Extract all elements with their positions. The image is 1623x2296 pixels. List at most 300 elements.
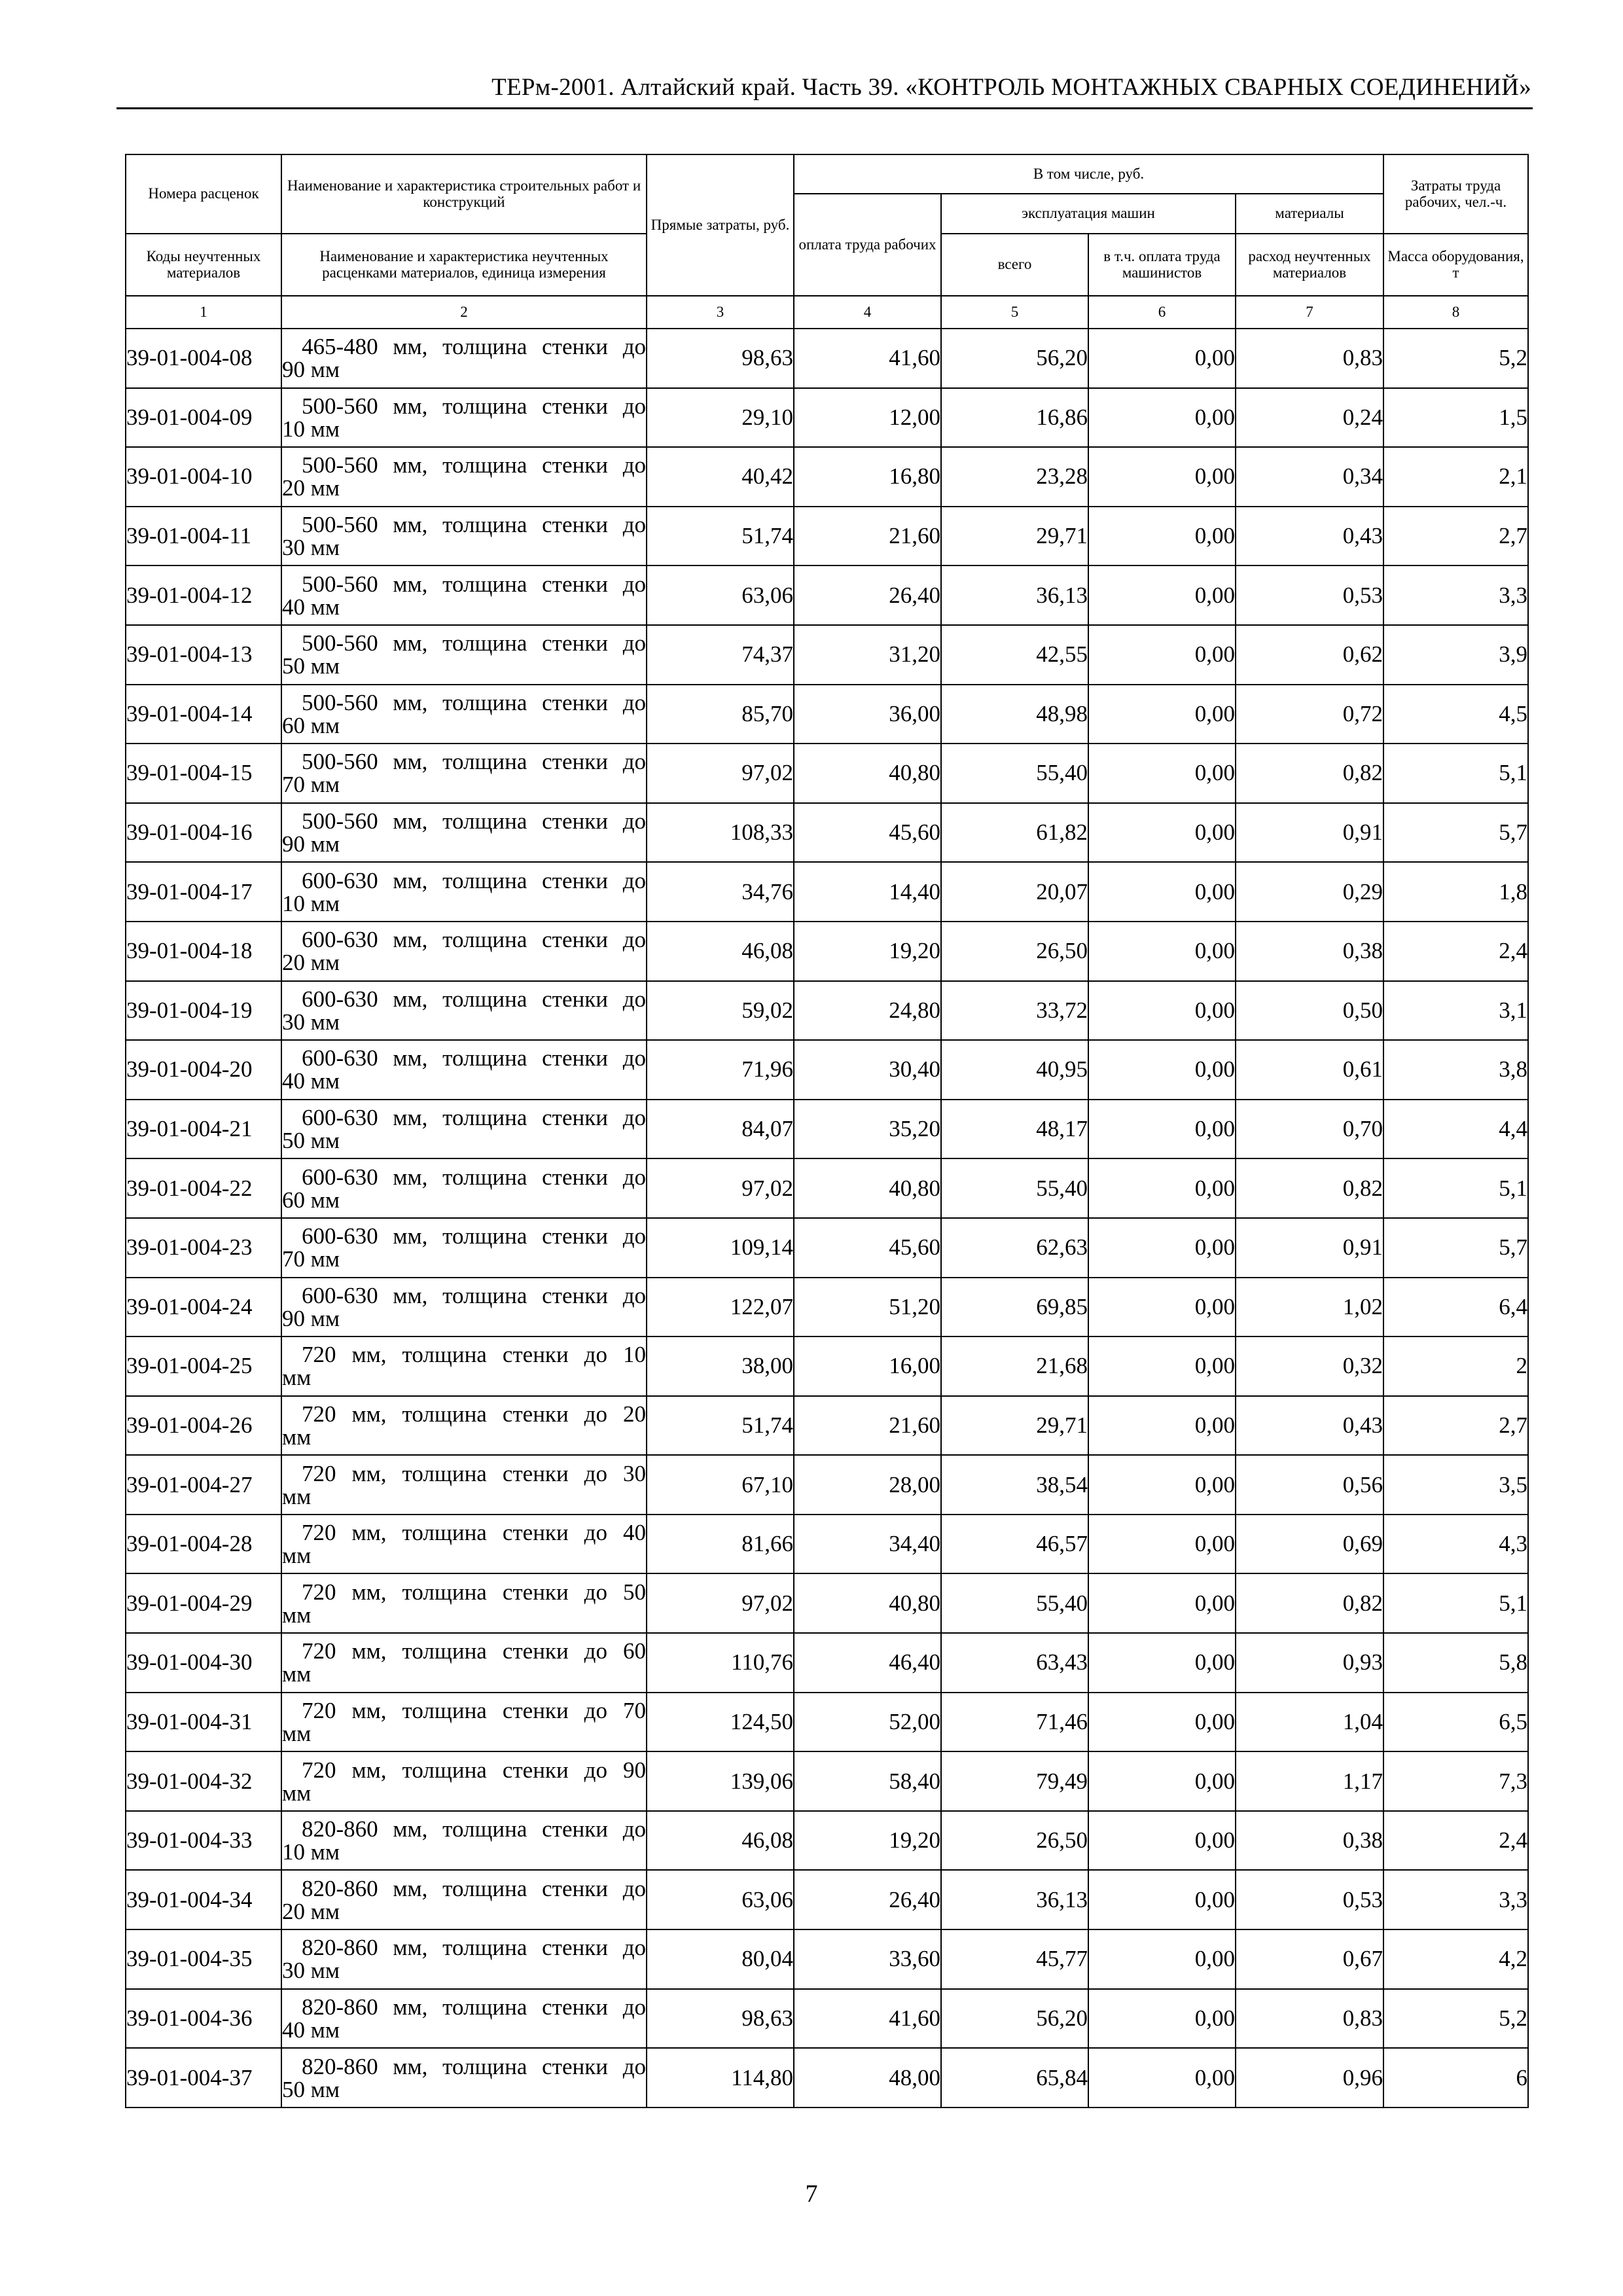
machine-total-cell: 55,40	[941, 1158, 1088, 1218]
labor-cell: 5,2	[1383, 329, 1528, 388]
machine-total-cell: 62,63	[941, 1218, 1088, 1278]
table-header	[126, 154, 1528, 329]
rate-code-cell: 39-01-004-25	[126, 1336, 281, 1396]
work-name-line: 600-630 мм, толщина стенки до	[302, 1045, 646, 1071]
worker-pay-cell: 58,40	[794, 1751, 941, 1811]
direct-cost-cell: 40,42	[647, 447, 794, 507]
work-name-cell	[281, 1811, 647, 1871]
work-name-line: 90 мм	[282, 1305, 340, 1331]
machine-total-cell: 46,57	[941, 1515, 1088, 1574]
machine-total-cell: 42,55	[941, 625, 1088, 685]
machine-total-cell: 45,77	[941, 1929, 1088, 1989]
work-name-cell	[281, 388, 647, 448]
materials-cell: 0,43	[1236, 1396, 1383, 1456]
labor-cell: 2,4	[1383, 1811, 1528, 1871]
table-row	[126, 1158, 1528, 1218]
machinist-pay-cell: 0,00	[1088, 1158, 1236, 1218]
labor-cell: 3,5	[1383, 1455, 1528, 1515]
work-name-line: мм	[282, 1661, 312, 1687]
rate-code-cell: 39-01-004-29	[126, 1573, 281, 1633]
work-name-line: 500-560 мм, толщина стенки до	[302, 452, 646, 478]
table-row	[126, 1040, 1528, 1100]
table-row	[126, 565, 1528, 625]
table-row	[126, 1100, 1528, 1159]
machine-total-cell: 26,50	[941, 1811, 1088, 1871]
worker-pay-cell: 24,80	[794, 981, 941, 1041]
column-number: 7	[1236, 296, 1383, 329]
rate-code-cell: 39-01-004-37	[126, 2048, 281, 2108]
work-name-line: 50 мм	[282, 2076, 340, 2102]
materials-cell: 0,61	[1236, 1040, 1383, 1100]
rate-code-cell: 39-01-004-20	[126, 1040, 281, 1100]
direct-cost-cell: 97,02	[647, 1573, 794, 1633]
table-row	[126, 329, 1528, 388]
machinist-pay-cell: 0,00	[1088, 388, 1236, 448]
worker-pay-cell: 12,00	[794, 388, 941, 448]
header-equipment-mass: Масса оборудования, т	[1383, 234, 1528, 296]
work-name-line: 600-630 мм, толщина стенки до	[302, 1164, 646, 1190]
worker-pay-cell: 35,20	[794, 1100, 941, 1159]
machinist-pay-cell: 0,00	[1088, 981, 1236, 1041]
labor-cell: 1,5	[1383, 388, 1528, 448]
rate-code-cell: 39-01-004-13	[126, 625, 281, 685]
price-table	[125, 154, 1529, 2108]
work-name-line: 820-860 мм, толщина стенки до	[302, 2053, 646, 2079]
machinist-pay-cell: 0,00	[1088, 1989, 1236, 2049]
worker-pay-cell: 48,00	[794, 2048, 941, 2108]
worker-pay-cell: 41,60	[794, 329, 941, 388]
worker-pay-cell: 34,40	[794, 1515, 941, 1574]
work-name-line: 70 мм	[282, 1246, 340, 1272]
direct-cost-cell: 67,10	[647, 1455, 794, 1515]
machine-total-cell: 16,86	[941, 388, 1088, 448]
direct-cost-cell: 84,07	[647, 1100, 794, 1159]
machine-total-cell: 69,85	[941, 1278, 1088, 1337]
work-name-line: 10 мм	[282, 890, 340, 916]
machinist-pay-cell: 0,00	[1088, 1870, 1236, 1929]
direct-cost-cell: 97,02	[647, 744, 794, 803]
labor-cell: 2	[1383, 1336, 1528, 1396]
machinist-pay-cell: 0,00	[1088, 744, 1236, 803]
work-name-line: 720 мм, толщина стенки до 40	[302, 1520, 646, 1546]
work-name-line: 820-860 мм, толщина стенки до	[302, 1875, 646, 1901]
work-name-cell	[281, 1218, 647, 1278]
worker-pay-cell: 52,00	[794, 1693, 941, 1752]
column-number: 8	[1383, 296, 1528, 329]
work-name-line: 40 мм	[282, 1068, 340, 1094]
materials-cell: 0,82	[1236, 1158, 1383, 1218]
machinist-pay-cell: 0,00	[1088, 447, 1236, 507]
work-name-line: мм	[282, 1424, 312, 1450]
rate-code-cell: 39-01-004-26	[126, 1396, 281, 1456]
labor-cell: 2,7	[1383, 507, 1528, 566]
worker-pay-cell: 28,00	[794, 1455, 941, 1515]
machine-total-cell: 61,82	[941, 803, 1088, 863]
direct-cost-cell: 124,50	[647, 1693, 794, 1752]
work-name-line: 720 мм, толщина стенки до 50	[302, 1579, 646, 1605]
direct-cost-cell: 63,06	[647, 565, 794, 625]
worker-pay-cell: 36,00	[794, 685, 941, 744]
machine-total-cell: 56,20	[941, 1989, 1088, 2049]
table-row	[126, 1989, 1528, 2049]
materials-cell: 0,83	[1236, 329, 1383, 388]
machine-total-cell: 36,13	[941, 1870, 1088, 1929]
machinist-pay-cell: 0,00	[1088, 625, 1236, 685]
materials-cell: 0,32	[1236, 1336, 1383, 1396]
work-name-cell	[281, 1158, 647, 1218]
work-name-line: 500-560 мм, толщина стенки до	[302, 512, 646, 538]
table-row	[126, 1573, 1528, 1633]
machinist-pay-cell: 0,00	[1088, 1515, 1236, 1574]
labor-cell: 2,7	[1383, 1396, 1528, 1456]
table-row	[126, 625, 1528, 685]
work-name-cell	[281, 1100, 647, 1159]
work-name-line: 820-860 мм, толщина стенки до	[302, 1816, 646, 1842]
direct-cost-cell: 59,02	[647, 981, 794, 1041]
work-name-line: 600-630 мм, толщина стенки до	[302, 986, 646, 1012]
materials-cell: 0,38	[1236, 922, 1383, 981]
worker-pay-cell: 51,20	[794, 1278, 941, 1337]
labor-cell: 3,3	[1383, 1870, 1528, 1929]
materials-cell: 0,91	[1236, 803, 1383, 863]
rate-code-cell: 39-01-004-14	[126, 685, 281, 744]
header-direct-costs: Прямые затраты, руб.	[647, 154, 794, 296]
machinist-pay-cell: 0,00	[1088, 1751, 1236, 1811]
machinist-pay-cell: 0,00	[1088, 1278, 1236, 1337]
labor-cell: 7,3	[1383, 1751, 1528, 1811]
work-name-line: 20 мм	[282, 1898, 340, 1924]
work-name-line: 90 мм	[282, 357, 340, 383]
direct-cost-cell: 85,70	[647, 685, 794, 744]
work-name-line: 720 мм, толщина стенки до 60	[302, 1638, 646, 1664]
work-name-cell	[281, 507, 647, 566]
table-row	[126, 2048, 1528, 2108]
header-total: всего	[941, 234, 1088, 296]
table-row	[126, 862, 1528, 922]
table-row	[126, 447, 1528, 507]
work-name-line: 720 мм, толщина стенки до 90	[302, 1757, 646, 1783]
worker-pay-cell: 40,80	[794, 1573, 941, 1633]
worker-pay-cell: 16,00	[794, 1336, 941, 1396]
rate-code-cell: 39-01-004-18	[126, 922, 281, 981]
table-row	[126, 981, 1528, 1041]
labor-cell: 2,4	[1383, 922, 1528, 981]
direct-cost-cell: 51,74	[647, 1396, 794, 1456]
labor-cell: 5,7	[1383, 803, 1528, 863]
work-name-line: 70 мм	[282, 772, 340, 798]
header-work-name: Наименование и характеристика строительных работ и конструкций	[281, 154, 647, 234]
header-worker-pay: оплата труда рабочих	[794, 194, 941, 296]
machinist-pay-cell: 0,00	[1088, 1040, 1236, 1100]
machine-total-cell: 33,72	[941, 981, 1088, 1041]
machine-total-cell: 26,50	[941, 922, 1088, 981]
work-name-line: 465-480 мм, толщина стенки до	[302, 334, 646, 360]
rate-code-cell: 39-01-004-21	[126, 1100, 281, 1159]
machine-total-cell: 55,40	[941, 1573, 1088, 1633]
materials-cell: 0,56	[1236, 1455, 1383, 1515]
labor-cell: 5,1	[1383, 1573, 1528, 1633]
work-name-line: 720 мм, толщина стенки до 20	[302, 1401, 646, 1427]
labor-cell: 2,1	[1383, 447, 1528, 507]
work-name-line: 30 мм	[282, 1958, 340, 1984]
table-row	[126, 1870, 1528, 1929]
machine-total-cell: 40,95	[941, 1040, 1088, 1100]
work-name-cell	[281, 1693, 647, 1752]
work-name-line: 600-630 мм, толщина стенки до	[302, 1282, 646, 1308]
work-name-line: 20 мм	[282, 475, 340, 501]
labor-cell: 3,9	[1383, 625, 1528, 685]
work-name-cell	[281, 2048, 647, 2108]
work-name-line: 50 мм	[282, 1128, 340, 1154]
direct-cost-cell: 46,08	[647, 1811, 794, 1871]
work-name-cell	[281, 1633, 647, 1693]
rate-code-cell: 39-01-004-12	[126, 565, 281, 625]
materials-cell: 1,04	[1236, 1693, 1383, 1752]
machine-total-cell: 23,28	[941, 447, 1088, 507]
worker-pay-cell: 14,40	[794, 862, 941, 922]
work-name-cell	[281, 329, 647, 388]
work-name-line: мм	[282, 1365, 312, 1391]
work-name-line: 720 мм, толщина стенки до 30	[302, 1460, 646, 1486]
column-number: 3	[647, 296, 794, 329]
materials-cell: 0,82	[1236, 1573, 1383, 1633]
machinist-pay-cell: 0,00	[1088, 922, 1236, 981]
rate-code-cell: 39-01-004-28	[126, 1515, 281, 1574]
labor-cell: 6	[1383, 2048, 1528, 2108]
materials-cell: 0,69	[1236, 1515, 1383, 1574]
machinist-pay-cell: 0,00	[1088, 1811, 1236, 1871]
labor-cell: 4,3	[1383, 1515, 1528, 1574]
machine-total-cell: 20,07	[941, 862, 1088, 922]
materials-cell: 0,38	[1236, 1811, 1383, 1871]
machine-total-cell: 38,54	[941, 1455, 1088, 1515]
table-row	[126, 803, 1528, 863]
worker-pay-cell: 45,60	[794, 803, 941, 863]
work-name-line: 10 мм	[282, 1839, 340, 1865]
machinist-pay-cell: 0,00	[1088, 1336, 1236, 1396]
labor-cell: 5,8	[1383, 1633, 1528, 1693]
machine-total-cell: 65,84	[941, 2048, 1088, 2108]
direct-cost-cell: 71,96	[647, 1040, 794, 1100]
rate-code-cell: 39-01-004-10	[126, 447, 281, 507]
work-name-cell	[281, 1455, 647, 1515]
rate-code-cell: 39-01-004-27	[126, 1455, 281, 1515]
running-header: ТЕРм-2001. Алтайский край. Часть 39. «КОНТРОЛЬ МОНТАЖНЫХ СВАРНЫХ СОЕДИНЕНИЙ»	[491, 74, 1531, 101]
worker-pay-cell: 19,20	[794, 922, 941, 981]
table-row	[126, 1218, 1528, 1278]
rate-code-cell: 39-01-004-15	[126, 744, 281, 803]
work-name-cell	[281, 1751, 647, 1811]
machinist-pay-cell: 0,00	[1088, 329, 1236, 388]
machinist-pay-cell: 0,00	[1088, 1929, 1236, 1989]
work-name-line: 60 мм	[282, 1187, 340, 1213]
header-machinist-pay: в т.ч. оплата труда машинистов	[1088, 234, 1236, 296]
work-name-line: 30 мм	[282, 535, 340, 561]
machinist-pay-cell: 0,00	[1088, 803, 1236, 863]
machinist-pay-cell: 0,00	[1088, 565, 1236, 625]
labor-cell: 5,2	[1383, 1989, 1528, 2049]
work-name-line: 600-630 мм, толщина стенки до	[302, 867, 646, 893]
work-name-line: мм	[282, 1720, 312, 1746]
page-number: 7	[805, 2180, 818, 2208]
rate-code-cell: 39-01-004-36	[126, 1989, 281, 2049]
work-name-cell	[281, 1870, 647, 1929]
machinist-pay-cell: 0,00	[1088, 1633, 1236, 1693]
rate-code-cell: 39-01-004-31	[126, 1693, 281, 1752]
machinist-pay-cell: 0,00	[1088, 685, 1236, 744]
work-name-cell	[281, 1989, 647, 2049]
work-name-cell	[281, 685, 647, 744]
worker-pay-cell: 40,80	[794, 1158, 941, 1218]
header-material-codes: Коды неучтенных материалов	[126, 234, 281, 296]
table-row	[126, 1751, 1528, 1811]
rate-code-cell: 39-01-004-11	[126, 507, 281, 566]
work-name-cell	[281, 803, 647, 863]
direct-cost-cell: 46,08	[647, 922, 794, 981]
rate-code-cell: 39-01-004-24	[126, 1278, 281, 1337]
work-name-line: 500-560 мм, толщина стенки до	[302, 808, 646, 834]
direct-cost-cell: 74,37	[647, 625, 794, 685]
machine-total-cell: 21,68	[941, 1336, 1088, 1396]
machinist-pay-cell: 0,00	[1088, 1396, 1236, 1456]
materials-cell: 0,96	[1236, 2048, 1383, 2108]
work-name-line: 20 мм	[282, 950, 340, 976]
work-name-line: 600-630 мм, толщина стенки до	[302, 1223, 646, 1249]
table-row	[126, 1811, 1528, 1871]
table-row	[126, 507, 1528, 566]
work-name-line: 500-560 мм, толщина стенки до	[302, 749, 646, 775]
labor-cell: 3,3	[1383, 565, 1528, 625]
direct-cost-cell: 122,07	[647, 1278, 794, 1337]
materials-cell: 0,29	[1236, 862, 1383, 922]
direct-cost-cell: 80,04	[647, 1929, 794, 1989]
machine-total-cell: 48,98	[941, 685, 1088, 744]
work-name-cell	[281, 1515, 647, 1574]
materials-cell: 1,02	[1236, 1278, 1383, 1337]
work-name-line: мм	[282, 1780, 312, 1806]
work-name-cell	[281, 1040, 647, 1100]
rate-code-cell: 39-01-004-30	[126, 1633, 281, 1693]
worker-pay-cell: 26,40	[794, 1870, 941, 1929]
column-number: 5	[941, 296, 1088, 329]
work-name-cell	[281, 922, 647, 981]
table-row	[126, 388, 1528, 448]
header-labor-costs: Затраты труда рабочих, чел.-ч.	[1383, 154, 1528, 234]
worker-pay-cell: 30,40	[794, 1040, 941, 1100]
table-row	[126, 1455, 1528, 1515]
work-name-line: 600-630 мм, толщина стенки до	[302, 927, 646, 953]
materials-cell: 0,43	[1236, 507, 1383, 566]
worker-pay-cell: 26,40	[794, 565, 941, 625]
labor-cell: 3,1	[1383, 981, 1528, 1041]
work-name-cell	[281, 1929, 647, 1989]
rate-code-cell: 39-01-004-33	[126, 1811, 281, 1871]
labor-cell: 4,2	[1383, 1929, 1528, 1989]
direct-cost-cell: 98,63	[647, 329, 794, 388]
work-name-line: 10 мм	[282, 416, 340, 442]
work-name-line: 30 мм	[282, 1009, 340, 1035]
header-materials: материалы	[1236, 194, 1383, 234]
machinist-pay-cell: 0,00	[1088, 862, 1236, 922]
header-machine-operation: эксплуатация машин	[941, 194, 1236, 234]
worker-pay-cell: 45,60	[794, 1218, 941, 1278]
direct-cost-cell: 139,06	[647, 1751, 794, 1811]
direct-cost-cell: 34,76	[647, 862, 794, 922]
work-name-line: 40 мм	[282, 594, 340, 620]
materials-cell: 0,53	[1236, 1870, 1383, 1929]
labor-cell: 6,5	[1383, 1693, 1528, 1752]
work-name-cell	[281, 981, 647, 1041]
work-name-cell	[281, 1573, 647, 1633]
materials-cell: 0,83	[1236, 1989, 1383, 2049]
direct-cost-cell: 109,14	[647, 1218, 794, 1278]
worker-pay-cell: 46,40	[794, 1633, 941, 1693]
table-row	[126, 685, 1528, 744]
column-number: 6	[1088, 296, 1236, 329]
table-row	[126, 1336, 1528, 1396]
machine-total-cell: 63,43	[941, 1633, 1088, 1693]
work-name-line: мм	[282, 1483, 312, 1509]
worker-pay-cell: 33,60	[794, 1929, 941, 1989]
work-name-line: 500-560 мм, толщина стенки до	[302, 689, 646, 715]
direct-cost-cell: 38,00	[647, 1336, 794, 1396]
rate-code-cell: 39-01-004-17	[126, 862, 281, 922]
materials-cell: 0,53	[1236, 565, 1383, 625]
materials-cell: 0,70	[1236, 1100, 1383, 1159]
work-name-line: 500-560 мм, толщина стенки до	[302, 571, 646, 597]
worker-pay-cell: 40,80	[794, 744, 941, 803]
work-name-line: 820-860 мм, толщина стенки до	[302, 1935, 646, 1961]
machine-total-cell: 29,71	[941, 1396, 1088, 1456]
header-rule	[116, 107, 1533, 109]
materials-cell: 0,82	[1236, 744, 1383, 803]
rate-code-cell: 39-01-004-23	[126, 1218, 281, 1278]
materials-cell: 0,24	[1236, 388, 1383, 448]
column-number-row	[126, 296, 1528, 329]
work-name-cell	[281, 625, 647, 685]
work-name-cell	[281, 565, 647, 625]
table-row	[126, 1693, 1528, 1752]
direct-cost-cell: 51,74	[647, 507, 794, 566]
labor-cell: 4,5	[1383, 685, 1528, 744]
rate-code-cell: 39-01-004-08	[126, 329, 281, 388]
labor-cell: 5,1	[1383, 744, 1528, 803]
worker-pay-cell: 21,60	[794, 1396, 941, 1456]
column-number: 4	[794, 296, 941, 329]
direct-cost-cell: 81,66	[647, 1515, 794, 1574]
machine-total-cell: 55,40	[941, 744, 1088, 803]
table-row	[126, 1633, 1528, 1693]
work-name-cell	[281, 862, 647, 922]
work-name-cell	[281, 1278, 647, 1337]
machinist-pay-cell: 0,00	[1088, 1100, 1236, 1159]
work-name-cell	[281, 1336, 647, 1396]
machine-total-cell: 56,20	[941, 329, 1088, 388]
machinist-pay-cell: 0,00	[1088, 1218, 1236, 1278]
work-name-line: 40 мм	[282, 2017, 340, 2043]
work-name-cell	[281, 447, 647, 507]
materials-cell: 1,17	[1236, 1751, 1383, 1811]
worker-pay-cell: 31,20	[794, 625, 941, 685]
worker-pay-cell: 16,80	[794, 447, 941, 507]
work-name-line: 50 мм	[282, 653, 340, 679]
machinist-pay-cell: 0,00	[1088, 1455, 1236, 1515]
work-name-line: 720 мм, толщина стенки до 10	[302, 1342, 646, 1368]
machine-total-cell: 71,46	[941, 1693, 1088, 1752]
table-row	[126, 1396, 1528, 1456]
direct-cost-cell: 63,06	[647, 1870, 794, 1929]
labor-cell: 5,7	[1383, 1218, 1528, 1278]
